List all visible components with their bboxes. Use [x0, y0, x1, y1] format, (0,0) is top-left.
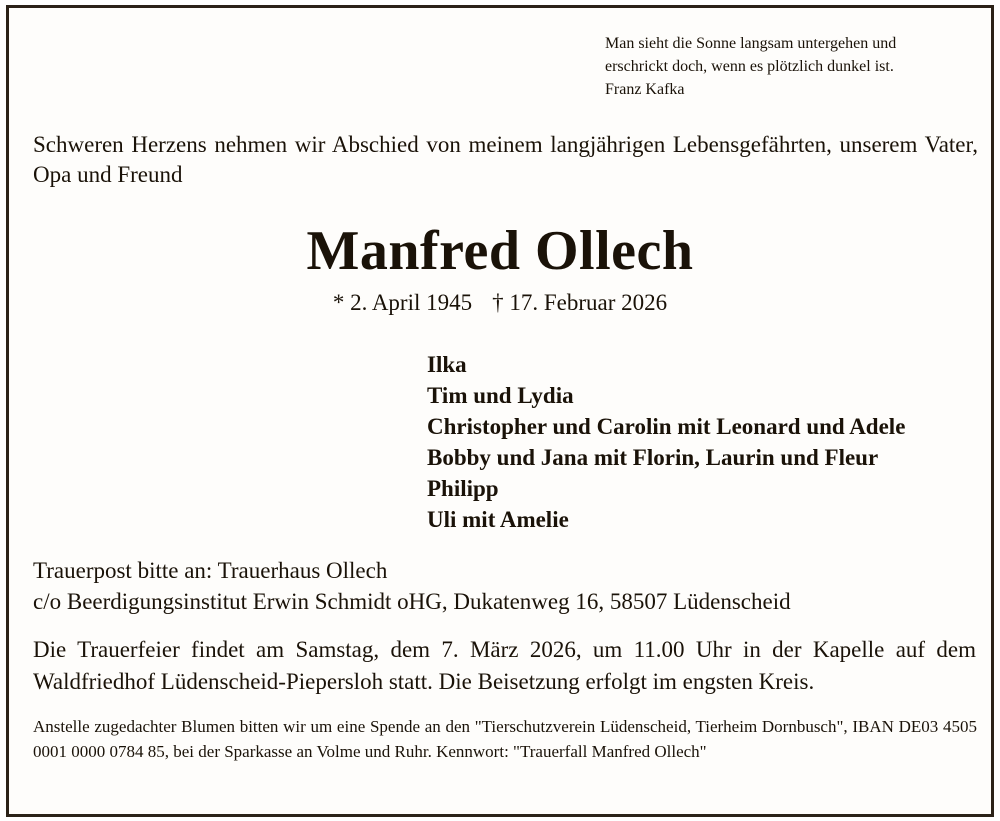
- mourner: Ilka: [427, 352, 467, 377]
- ceremony-info: Die Trauerfeier findet am Samstag, dem 7. März 2026, um 11.00 Uhr in der Kapelle auf dem Waldfriedhof Lüdenscheid-Piepersloh statt. Die Beisetzung erfolgt im engsten Kreis.: [33, 637, 976, 694]
- mourner: Uli mit Amelie: [427, 507, 569, 532]
- deceased-name: Manfred Ollech: [306, 220, 694, 282]
- death-date: † 17. Februar 2026: [492, 290, 668, 315]
- condolence-address: [33, 555, 978, 617]
- epigraph-quote: [605, 32, 985, 101]
- intro-text: Schweren Herzens nehmen wir Abschied von meinem langjährigen Lebensgefährten, unserem Vater, Opa und Freund: [33, 132, 978, 187]
- mourner: Philipp: [427, 476, 499, 501]
- address-line: c/o Beerdigungsinstitut Erwin Schmidt oHG, Dukatenweg 16, 58507 Lüdenscheid: [33, 589, 791, 614]
- quote-line: Man sieht die Sonne langsam untergehen und: [605, 35, 897, 52]
- donation-request: Anstelle zugedachter Blumen bitten wir um eine Spende an den "Tierschutzverein Lüdenscheid, Tierheim Dornbusch", IBAN DE03 4505 0001 0000 0784 85, bei der Sparkasse an Volme und Ruhr. Kennwort: "Trauerfall Manfred Ollech": [33, 717, 977, 761]
- birth-date: * 2. April 1945: [332, 290, 473, 315]
- mourner: Bobby und Jana mit Florin, Laurin und Fleur: [427, 445, 879, 470]
- obituary-notice: [6, 5, 994, 817]
- quote-author: Franz Kafka: [605, 81, 685, 98]
- quote-line: erschrickt doch, wenn es plötzlich dunkel ist.: [605, 58, 894, 75]
- mourners-list: [427, 349, 905, 535]
- mourner: Tim und Lydia: [427, 383, 574, 408]
- address-line: Trauerpost bitte an: Trauerhaus Ollech: [33, 558, 388, 583]
- life-dates: [9, 288, 991, 318]
- mourner: Christopher und Carolin mit Leonard und Adele: [427, 414, 906, 439]
